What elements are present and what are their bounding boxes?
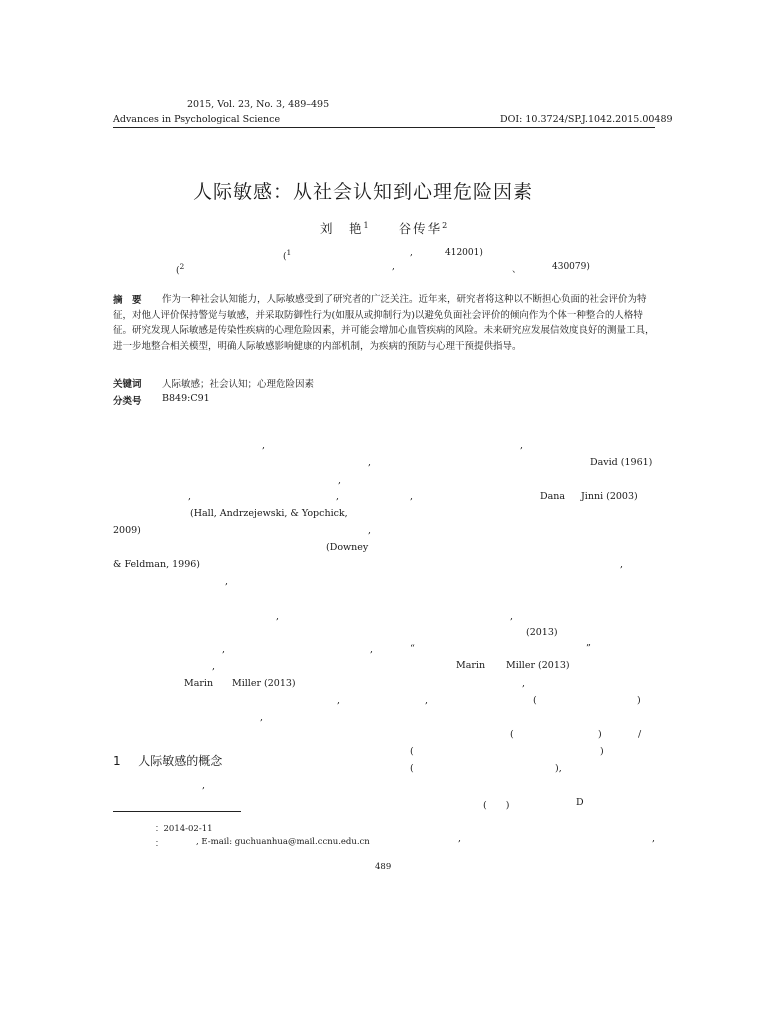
section-number: 1: [113, 754, 121, 768]
citation-marin: Marin: [456, 660, 486, 671]
text-fragment: ,: [368, 525, 372, 536]
keywords-label: 关键词: [113, 379, 142, 390]
paren-pair: ( ): [483, 800, 510, 811]
text-fragment: ,: [510, 611, 514, 622]
text-fragment: ,: [458, 833, 462, 844]
open-quote: “: [410, 643, 415, 654]
keywords: 人际敏感；社会认知；心理危险因素: [162, 379, 315, 390]
paper-title: 人际敏感：从社会认知到心理危险因素: [193, 181, 534, 203]
paren-open: (: [533, 695, 537, 706]
classification-label: 分类号: [113, 396, 142, 407]
paren-open: (: [510, 729, 514, 740]
text-fragment: ,: [260, 712, 264, 723]
text-fragment: ,: [370, 644, 374, 655]
citation-david: David (1961): [590, 457, 653, 468]
classification-number: B849:C91: [162, 393, 210, 404]
abstract-text: 作为一种社会认知能力，人际敏感受到了研究者的广泛关注。近年来，研究者将这种以不断担心负面的社会评价为特征，对他人评价保持警觉与敏感，并采取防御性行为(如服从或抑制行为)以避免负面社会评价的倾向作为个体一种整合的人格特征。研究发现人际敏感是传染性疾病的心理危险因素，并可能会增加心血管疾病的风险。未来研究应发展信效度良好的测量工具，进一步地整合相关模型，明确人际敏感影响健康的内部机制，为疾病的预防与心理干预提供指导。: [113, 294, 655, 352]
header-rule: [113, 127, 655, 128]
abstract-label: 摘 要: [113, 295, 142, 306]
journal-citation: 2015, Vol. 23, No. 3, 489–495: [187, 99, 330, 110]
citation-jinni: Jinni (2003): [581, 491, 638, 502]
journal-name: Advances in Psychological Science: [113, 114, 281, 125]
citation-miller: Miller (2013): [506, 660, 570, 671]
text-fragment: ,: [410, 491, 414, 502]
author-2: 谷传华: [398, 221, 443, 236]
text-fragment: ,: [276, 611, 280, 622]
page-number: 489: [375, 862, 392, 872]
paren-close: ): [637, 695, 641, 706]
text-fragment: ,: [202, 780, 206, 791]
citation-dana: Dana: [540, 491, 566, 502]
citation-feldman: & Feldman, 1996): [113, 559, 201, 570]
citation-hall: (Hall, Andrzejewski, & Yopchick,: [190, 508, 348, 519]
author-1: 刘 艳: [320, 221, 364, 236]
affiliation-2-open: ($^2$: [176, 262, 185, 276]
text-fragment: ,: [620, 559, 624, 570]
close-quote: ”: [586, 643, 591, 654]
affiliation-1-comma: ,: [410, 248, 413, 258]
text-fragment: ,: [522, 678, 526, 689]
section-title: 人际敏感的概念: [138, 754, 223, 768]
text-fragment: ,: [188, 491, 192, 502]
section-heading: [113, 752, 222, 769]
author-2-affiliation-mark: 2: [442, 220, 448, 230]
text-fragment: ,: [337, 695, 341, 706]
paren-close: ): [600, 746, 604, 757]
text-fragment: ,: [262, 440, 266, 451]
citation-year: (2013): [526, 627, 558, 638]
affiliation-2-zip: 430079): [552, 262, 590, 272]
slash: /: [638, 729, 642, 740]
text-fragment: ,: [368, 457, 372, 468]
text-fragment: ,: [338, 475, 342, 486]
footnote-contact-colon: ：: [155, 839, 164, 849]
text-fragment: ,: [336, 491, 340, 502]
author-1-affiliation-mark: 1: [363, 220, 369, 230]
paren-open: (: [410, 763, 414, 774]
affiliation-2-comma: ,: [392, 262, 395, 272]
citation-downey: (Downey: [326, 542, 369, 553]
text-fragment: ,: [425, 695, 429, 706]
authors: [320, 219, 447, 237]
paren-open: (: [410, 746, 414, 757]
citation-year: 2009): [113, 525, 141, 536]
citation-marin: Marin: [184, 678, 214, 689]
affiliation-1-open: ($^1$: [283, 248, 292, 262]
text-fragment: ,: [225, 576, 229, 587]
text-fragment: ,: [222, 644, 226, 655]
text-fragment: ,: [520, 440, 524, 451]
footnote-email: , E-mail: guchuanhua@mail.ccnu.edu.cn: [196, 837, 370, 847]
affiliation-2-separator: 、: [512, 265, 522, 275]
citation-miller: Miller (2013): [232, 678, 296, 689]
paren-close: ): [598, 729, 602, 740]
text-fragment-d: D: [576, 797, 584, 808]
doi: DOI: 10.3724/SP.J.1042.2015.00489: [500, 114, 673, 125]
text-fragment: ,: [652, 833, 656, 844]
affiliation-1-zip: 412001): [445, 248, 483, 258]
text-fragment: ,: [212, 661, 216, 672]
footnote-received: ：2014-02-11: [155, 824, 213, 834]
paren-close-comma: ),: [555, 763, 562, 774]
footnote-rule: [113, 811, 241, 812]
